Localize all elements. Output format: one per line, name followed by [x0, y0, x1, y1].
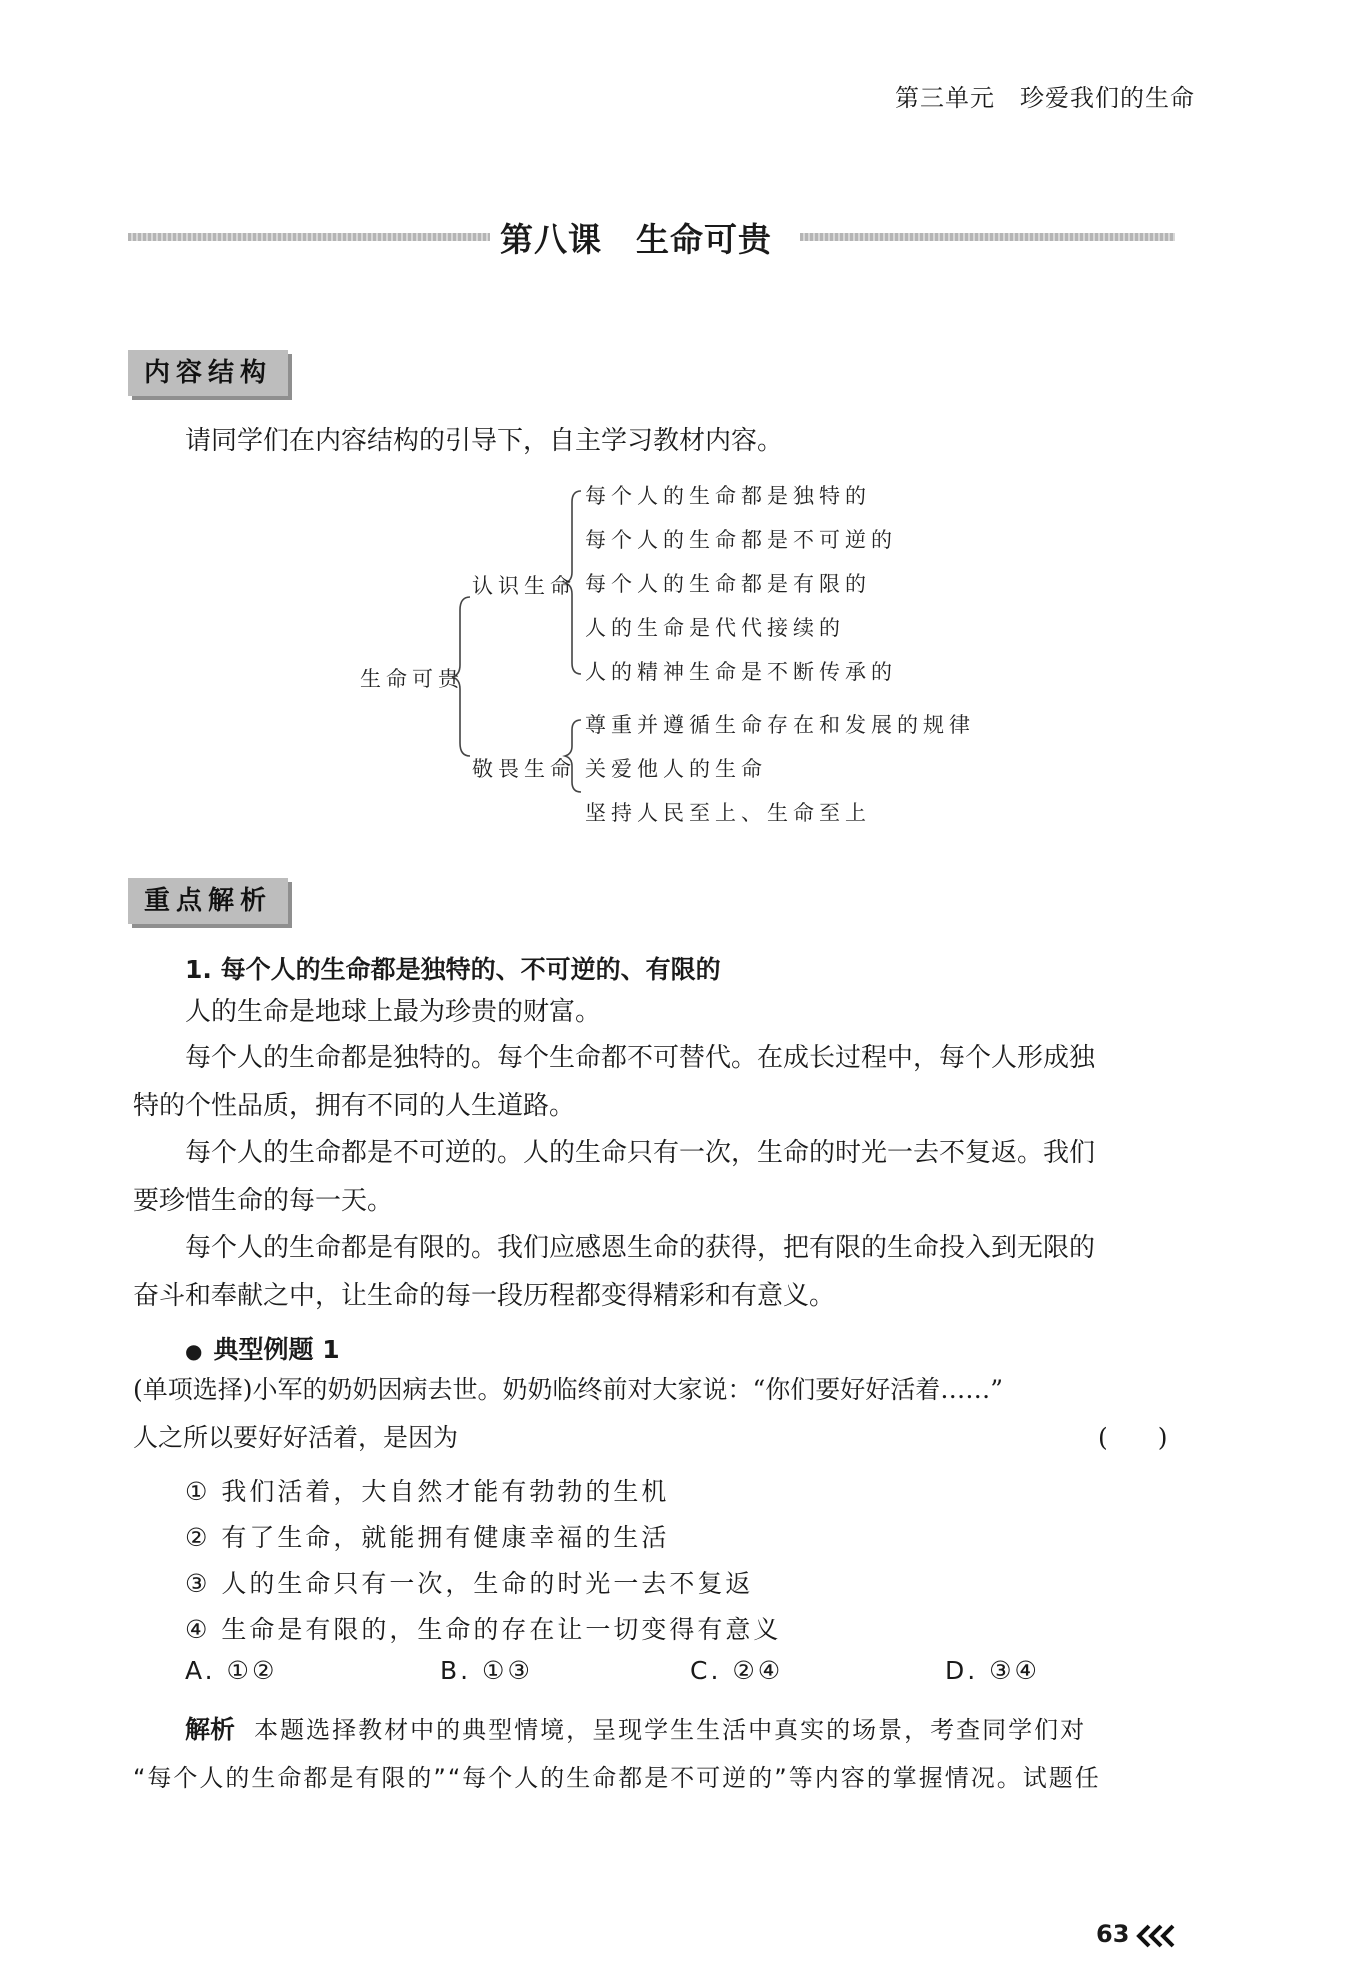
example-stem-line: 人之所以要好好活着，是因为: [133, 1423, 459, 1452]
tree-leaf: 人的精神生命是不断传承的: [585, 660, 897, 684]
choice-d: D. ③④: [945, 1656, 1040, 1685]
tree-leaf: 每个人的生命都是不可逆的: [585, 528, 897, 552]
tree-leaf: 人的生命是代代接续的: [585, 616, 845, 640]
statement-line: ② 有了生命，就能拥有健康幸福的生活: [185, 1523, 670, 1552]
analysis-line: [185, 1710, 1086, 1746]
section-tag-structure: 内容结构: [128, 350, 288, 396]
page-number: 63: [1096, 1920, 1130, 1948]
paragraph-line: 每个人的生命都是有限的。我们应感恩生命的获得，把有限的生命投入到无限的: [185, 1233, 1096, 1263]
title-rule-right: [800, 233, 1175, 241]
intro-text: 请同学们在内容结构的引导下，自主学习教材内容。: [185, 426, 784, 456]
paragraph-line: 每个人的生命都是独特的。每个生命都不可替代。在成长过程中，每个人形成独: [185, 1043, 1096, 1073]
chevrons-left-icon: [1135, 1923, 1183, 1949]
choice-b: B. ①③: [440, 1656, 533, 1685]
analysis-label: 解析: [185, 1715, 236, 1744]
example-title: 典型例题 1: [213, 1335, 340, 1364]
choice-c: C. ②④: [690, 1656, 784, 1685]
statement-line: ① 我们活着，大自然才能有勃勃的生机: [185, 1477, 670, 1506]
bullet-icon: ●: [185, 1339, 203, 1363]
tree-leaf: 关爱他人的生命: [585, 757, 767, 781]
point-heading: 1. 每个人的生命都是独特的、不可逆的、有限的: [185, 955, 721, 984]
lesson-title: 第八课 生命可贵: [500, 220, 772, 259]
analysis-text: “每个人的生命都是有限的”“每个人的生命都是不可逆的”等内容的掌握情况。试题任: [133, 1764, 1101, 1792]
tree-leaf: 每个人的生命都是有限的: [585, 572, 871, 596]
analysis-text: 本题选择教材中的典型情境，呈现学生生活中真实的场景，考查同学们对: [254, 1716, 1087, 1744]
paragraph-line: 每个人的生命都是不可逆的。人的生命只有一次，生命的时光一去不复返。我们: [185, 1138, 1096, 1168]
unit-header: 第三单元 珍爱我们的生命: [895, 84, 1195, 112]
statement-line: ③ 人的生命只有一次，生命的时光一去不复返: [185, 1569, 754, 1598]
tree-leaf: 坚持人民至上、生命至上: [585, 801, 871, 825]
answer-parentheses: ( ): [1098, 1423, 1168, 1452]
tree-root: 生命可贵: [360, 667, 464, 691]
paragraph-line: 特的个性品质，拥有不同的人生道路。: [133, 1091, 576, 1121]
section-tag-analysis: 重点解析: [128, 878, 288, 924]
paragraph-line: 奋斗和奉献之中，让生命的每一段历程都变得精彩和有意义。: [133, 1281, 836, 1311]
tree-branch-revere: 敬畏生命: [472, 757, 576, 781]
tree-leaf: 每个人的生命都是独特的: [585, 484, 871, 508]
tree-leaf: 尊重并遵循生命存在和发展的规律: [585, 713, 975, 737]
title-rule-left: [128, 233, 490, 241]
tree-branch-recognize: 认识生命: [472, 574, 576, 598]
statement-line: ④ 生命是有限的，生命的存在让一切变得有意义: [185, 1615, 782, 1644]
content-tree: [300, 470, 1000, 840]
example-heading: [185, 1330, 340, 1366]
example-stem-line: (单项选择)小军的奶奶因病去世。奶奶临终前对大家说：“你们要好好活着……”: [133, 1375, 1004, 1404]
paragraph-line: 人的生命是地球上最为珍贵的财富。: [185, 997, 602, 1027]
choice-a: A. ①②: [185, 1656, 278, 1685]
paragraph-line: 要珍惜生命的每一天。: [133, 1186, 394, 1216]
